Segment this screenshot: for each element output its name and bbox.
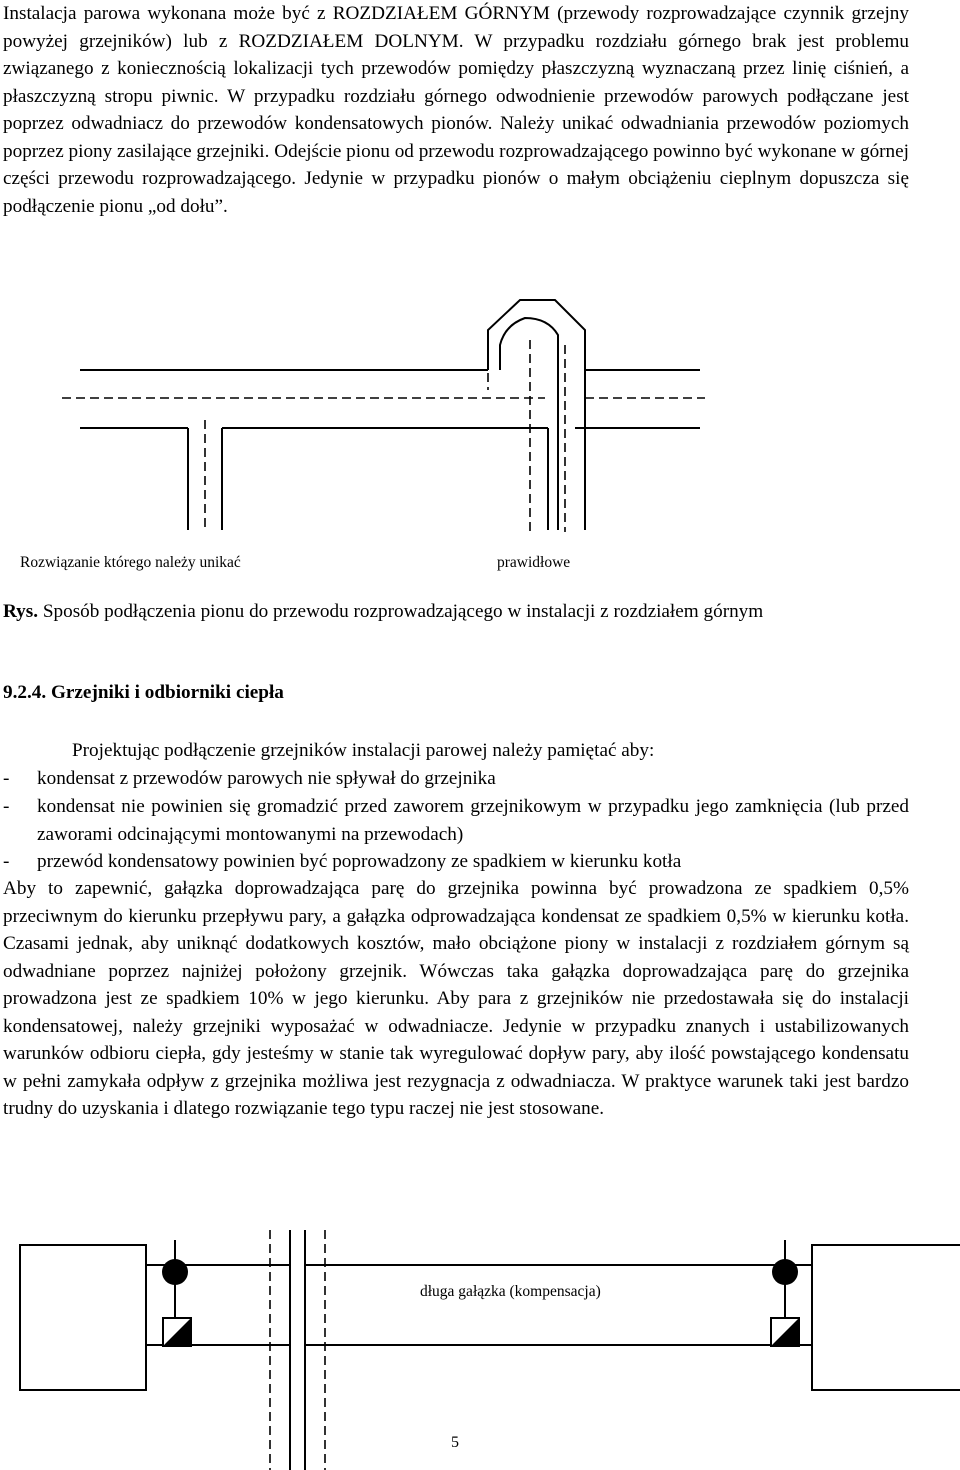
- right-valve-icon: [772, 1259, 798, 1285]
- intro-paragraph: Instalacja parowa wykonana może być z ROZDZIAŁEM GÓRNYM (przewody rozprowadzające czynnik grzejny powyżej grzejników) lub z ROZDZIAŁEM DOLNYM. W przypadku rozdziału górnego brak jest problemu związanego z koniecznością lokalizacji tych przewodów pomiędzy płaszczyzną wyznaczaną przez linię ciśnień, a płaszczyzną stropu piwnic. W przypadku rozdziału górnego odwodnienie przewodów parowych podłączane jest poprzez odwadniacz do przewodów kondensatowych pionów. Należy unikać odwadniania przewodów poziomych poprzez piony zasilające grzejniki. Odejście pionu od przewodu rozprowadzającego powinno być wykonane w górnej części przewodu rozprowadzającego. Jedynie w przypadku pionów o małym obciążeniu cieplnym dopuszcza się podłączenie pionu „od dołu”.: [3, 3, 909, 217]
- figure1-caption: [3, 598, 909, 626]
- right-radiator: [812, 1245, 960, 1390]
- figure1-caption-text: Sposób podłączenia pionu do przewodu rozprowadzającego w instalacji z rozdziałem górnym: [42, 601, 764, 622]
- list-bullet-3: -: [3, 851, 10, 872]
- figure1-caption-prefix: Rys.: [3, 601, 39, 622]
- riser-connection-diagram: [0, 0, 960, 560]
- gooseneck-outer: [488, 300, 585, 530]
- radiator-connection-diagram: [0, 1210, 960, 1470]
- left-radiator: [20, 1245, 146, 1390]
- figure1-label-right: prawidłowe: [497, 554, 571, 571]
- list-item-2: kondensat nie powinien się gromadzić przed zaworem grzejnikowym w przypadku jego zamknięcia (lub przed zaworami odcinającymi montowanymi na przewodach): [37, 796, 909, 845]
- list-intro: Projektując podłączenie grzejników instalacji parowej należy pamiętać aby:: [72, 740, 655, 761]
- list-item-3: przewód kondensatowy powinien być poprowadzony ze spadkiem w kierunku kotła: [37, 851, 682, 872]
- list-bullet-2: -: [3, 796, 10, 817]
- list-item-1: kondensat z przewodów parowych nie spływał do grzejnika: [37, 768, 496, 789]
- body-paragraph: Aby to zapewnić, gałązka doprowadzająca parę do grzejnika powinna być prowadzona ze spadkiem 0,5% przeciwnym do kierunku przepływu pary, a gałązka odprowadzająca kondensat ze spadkiem 0,5% w kierunku kotła. Czasami jednak, aby uniknąć dodatkowych kosztów, mało obciążone piony w instalacji z rozdziałem górnym są odwadniane poprzez najniżej położony grzejnik. Wówczas taka gałązka doprowadzająca parę do grzejnika prowadzona jest ze spadkiem 10% w jego kierunku. Aby para z grzejników nie przedostawała się do instalacji kondensatowej, należy grzejniki wyposażać w odwadniacze. Jedynie w przypadku znanych i ustabilizowanych warunków odbioru ciepła, gdy jesteśmy w stanie tak wyregulować dopływ pary, aby ilość powstającego kondensatu w pełni zamykała odpływ z grzejnika możliwa jest rezygnacja z odwadniacza. W praktyce warunek taki jest bardzo trudny do uzyskania i dlatego rozwiązanie tego typu raczej nie jest stosowane.: [3, 878, 909, 1119]
- figure2-label: długa gałązka (kompensacja): [420, 1283, 601, 1300]
- page-number: 5: [451, 1434, 459, 1451]
- left-valve-icon: [162, 1259, 188, 1285]
- section-heading: 9.2.4. Grzejniki i odbiorniki ciepła: [3, 682, 284, 703]
- gooseneck-inner: [500, 318, 558, 530]
- figure1-label-left: Rozwiązanie którego należy unikać: [20, 554, 241, 571]
- list-bullet-1: -: [3, 768, 10, 789]
